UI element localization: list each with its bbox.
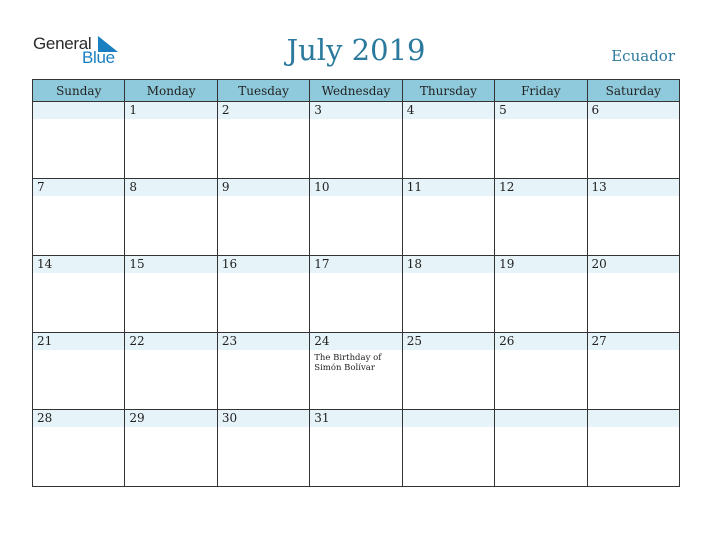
- day-cell: [217, 410, 309, 487]
- day-number: 23: [221, 334, 238, 348]
- week-row: [33, 179, 680, 256]
- day-number: 17: [314, 257, 330, 271]
- day-cell: [33, 333, 125, 410]
- day-cell: [402, 256, 494, 333]
- day-number: 22: [129, 334, 145, 348]
- day-cell: [587, 179, 679, 256]
- weekday-header: Tuesday: [217, 80, 309, 102]
- day-number: 18: [406, 257, 422, 271]
- day-cell: [587, 333, 679, 410]
- day-cell: [310, 102, 402, 179]
- day-number: 1: [129, 103, 138, 117]
- weekday-header: Monday: [125, 80, 217, 102]
- day-number: 24: [314, 334, 330, 348]
- day-number: 10: [314, 180, 330, 194]
- day-cell: [125, 179, 217, 256]
- day-number: 5: [499, 103, 507, 117]
- day-number: 28: [37, 411, 53, 425]
- day-cell: [217, 256, 309, 333]
- week-row: [33, 410, 680, 487]
- day-number: 14: [37, 257, 53, 271]
- calendar-grid: [32, 79, 680, 487]
- weekday-header: Thursday: [402, 80, 494, 102]
- day-number: 31: [314, 411, 330, 425]
- day-cell: [402, 410, 494, 487]
- day-cell: [495, 256, 587, 333]
- day-cell: [402, 102, 494, 179]
- day-cell: [310, 256, 402, 333]
- day-number: 15: [129, 257, 145, 271]
- day-number: 27: [591, 334, 607, 348]
- day-number: 11: [406, 180, 422, 194]
- day-cell: [33, 179, 125, 256]
- day-number: [588, 410, 679, 411]
- day-cell: [495, 179, 587, 256]
- day-number: 2: [221, 103, 230, 117]
- holiday-label: The Birthday of Simón Bolívar: [314, 353, 382, 373]
- calendar-title: July 2019: [286, 33, 426, 67]
- weekday-header: Sunday: [33, 80, 125, 102]
- week-row: [33, 256, 680, 333]
- day-number: 4: [406, 103, 415, 117]
- weekday-header: Friday: [495, 80, 587, 102]
- day-cell: [495, 102, 587, 179]
- weekday-header: Saturday: [587, 80, 679, 102]
- day-number: 8: [129, 180, 138, 194]
- day-cell: [217, 102, 309, 179]
- day-cell: [587, 410, 679, 487]
- day-number: 21: [37, 334, 53, 348]
- day-cell: [495, 410, 587, 487]
- day-number: 9: [221, 180, 230, 194]
- day-cell: [402, 179, 494, 256]
- day-cell: [33, 410, 125, 487]
- logo-word-blue: Blue: [82, 48, 115, 67]
- day-cell: [125, 256, 217, 333]
- week-row: [33, 333, 680, 410]
- day-cell: [125, 333, 217, 410]
- day-cell: [587, 102, 679, 179]
- day-number: 19: [499, 257, 515, 271]
- day-cell: [495, 333, 587, 410]
- logo-word-general: General: [33, 34, 92, 53]
- day-number: [403, 410, 494, 411]
- day-cell: [33, 256, 125, 333]
- weekday-header-row: [33, 80, 680, 102]
- day-cell: [587, 256, 679, 333]
- day-number: 3: [314, 103, 322, 117]
- day-number: [495, 410, 586, 411]
- day-number: 26: [499, 334, 515, 348]
- day-cell: [125, 410, 217, 487]
- day-number: 29: [129, 411, 145, 425]
- day-number: 25: [406, 334, 422, 348]
- day-cell: [310, 179, 402, 256]
- day-cell: [310, 333, 402, 410]
- day-cell: [310, 410, 402, 487]
- day-number: 13: [591, 180, 607, 194]
- day-number: 12: [499, 180, 515, 194]
- day-number: 6: [591, 103, 600, 117]
- day-number: 16: [221, 257, 238, 271]
- day-number: 7: [37, 180, 45, 194]
- day-cell: [33, 102, 125, 179]
- day-cell: [217, 179, 309, 256]
- weekday-header: Wednesday: [310, 80, 402, 102]
- day-cell: [217, 333, 309, 410]
- day-cell: [125, 102, 217, 179]
- day-number: 20: [591, 257, 607, 271]
- country-label: Ecuador: [611, 47, 675, 65]
- day-number: 30: [221, 411, 238, 425]
- day-cell: [402, 333, 494, 410]
- day-number: [33, 102, 124, 103]
- week-row: [33, 102, 680, 179]
